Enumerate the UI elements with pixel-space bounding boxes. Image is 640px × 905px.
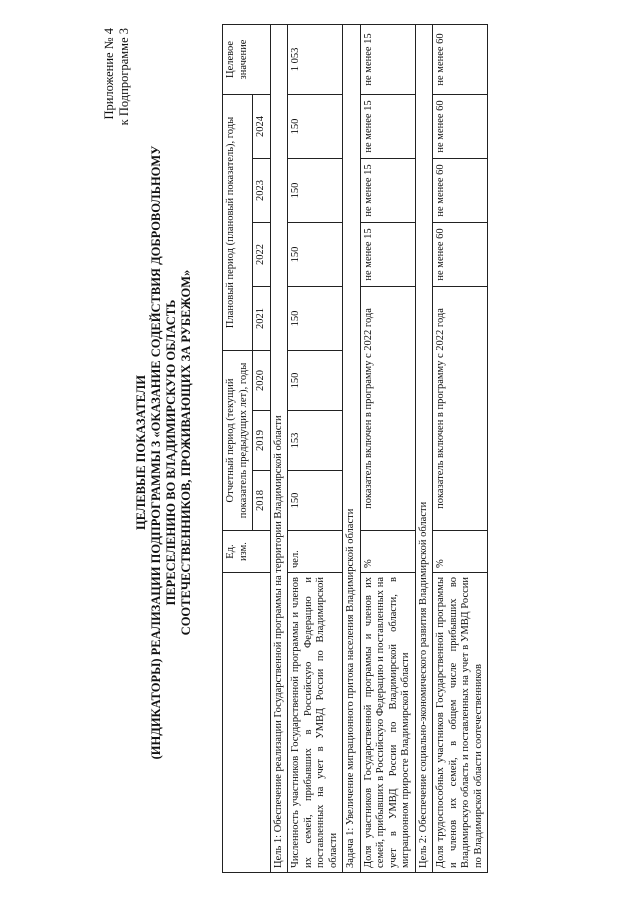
value-2023: не менее 15	[360, 158, 415, 222]
task-1-row	[343, 24, 361, 872]
table-row	[288, 24, 343, 872]
goal-2-row	[415, 24, 433, 872]
header-unit: Ед. изм.	[223, 531, 271, 573]
header-year-2021: 2021	[253, 286, 271, 350]
indicator-name: Доля трудоспособных участников Государственной программы и членов их семей, в общем числе прибывших во Владимирскую область и поставленных на учет в УМВД России по Владимирской области соотечественников	[433, 573, 488, 873]
value-2023: не менее 60	[433, 158, 488, 222]
goal-1-heading: Цель 1: Обеспечение реализации Государственной программы на территории Владимирской области	[270, 24, 288, 872]
header-year-2020: 2020	[253, 350, 271, 410]
goal-1-row	[270, 24, 288, 872]
indicator-unit: %	[433, 531, 488, 573]
target-value: 1 053	[288, 24, 343, 94]
indicators-table	[222, 24, 488, 873]
header-planned-period: Плановый период (плановый показатель), годы	[223, 94, 253, 350]
table-row	[360, 24, 415, 872]
value-2022: не менее 60	[433, 222, 488, 286]
header-year-2022: 2022	[253, 222, 271, 286]
title-line-1: ЦЕЛЕВЫЕ ПОКАЗАТЕЛИ	[134, 375, 148, 530]
header-indicator-blank	[223, 573, 271, 873]
appendix-note	[102, 28, 132, 125]
header-year-2023: 2023	[253, 158, 271, 222]
included-since-note: показатель включен в программу с 2022 года	[433, 286, 488, 530]
header-reporting-period: Отчетный период (текущий показатель предыдущих лет), годы	[223, 350, 253, 530]
included-since-note: показатель включен в программу с 2022 года	[360, 286, 415, 530]
header-target-value: Целевое значение	[223, 24, 271, 94]
value-2024: не менее 60	[433, 94, 488, 158]
indicator-name: Доля участников Государственной программы и членов их семей, прибывших в Российскую Федерацию и поставленных на учет в УМВД России по Владимирской области, в миграционном приросте Владимирской области	[360, 573, 415, 873]
value-2020: 150	[288, 350, 343, 410]
indicator-name: Численность участников Государственной программы и членов их семей, прибывших в Российскую Федерацию и поставленных на учет в УМВД России по Владимирской области	[288, 573, 343, 873]
indicator-unit: %	[360, 531, 415, 573]
value-2019: 153	[288, 411, 343, 471]
appendix-line-1: Приложение № 4	[102, 28, 116, 120]
target-value: не менее 60	[433, 24, 488, 94]
indicator-unit: чел.	[288, 531, 343, 573]
header-year-2018: 2018	[253, 471, 271, 531]
value-2018: 150	[288, 471, 343, 531]
value-2024: не менее 15	[360, 94, 415, 158]
value-2022: не менее 15	[360, 222, 415, 286]
title-line-3: ПЕРЕСЕЛЕНИЮ ВО ВЛАДИМИРСКУЮ ОБЛАСТЬ	[164, 299, 178, 606]
header-year-2024: 2024	[253, 94, 271, 158]
appendix-line-2: к Подпрограмме 3	[117, 28, 131, 126]
document-title	[134, 40, 194, 865]
header-row-1	[223, 24, 253, 872]
value-2024: 150	[288, 94, 343, 158]
value-2023: 150	[288, 158, 343, 222]
target-value: не менее 15	[360, 24, 415, 94]
table-row	[433, 24, 488, 872]
task-1-heading: Задача 1: Увеличение миграционного притока населения Владимирской области	[343, 24, 361, 872]
goal-2-heading: Цель 2: Обеспечение социально-экономического развития Владимирской области	[415, 24, 433, 872]
title-line-2: (ИНДИКАТОРЫ) РЕАЛИЗАЦИИ ПОДПРОГРАММЫ 3 «ОКАЗАНИЕ СОДЕЙСТВИЯ ДОБРОВОЛЬНОМУ	[149, 145, 163, 760]
value-2022: 150	[288, 222, 343, 286]
value-2021: 150	[288, 286, 343, 350]
header-year-2019: 2019	[253, 411, 271, 471]
title-line-4: СООТЕЧЕСТВЕННИКОВ, ПРОЖИВАЮЩИХ ЗА РУБЕЖОМ»	[179, 269, 193, 636]
